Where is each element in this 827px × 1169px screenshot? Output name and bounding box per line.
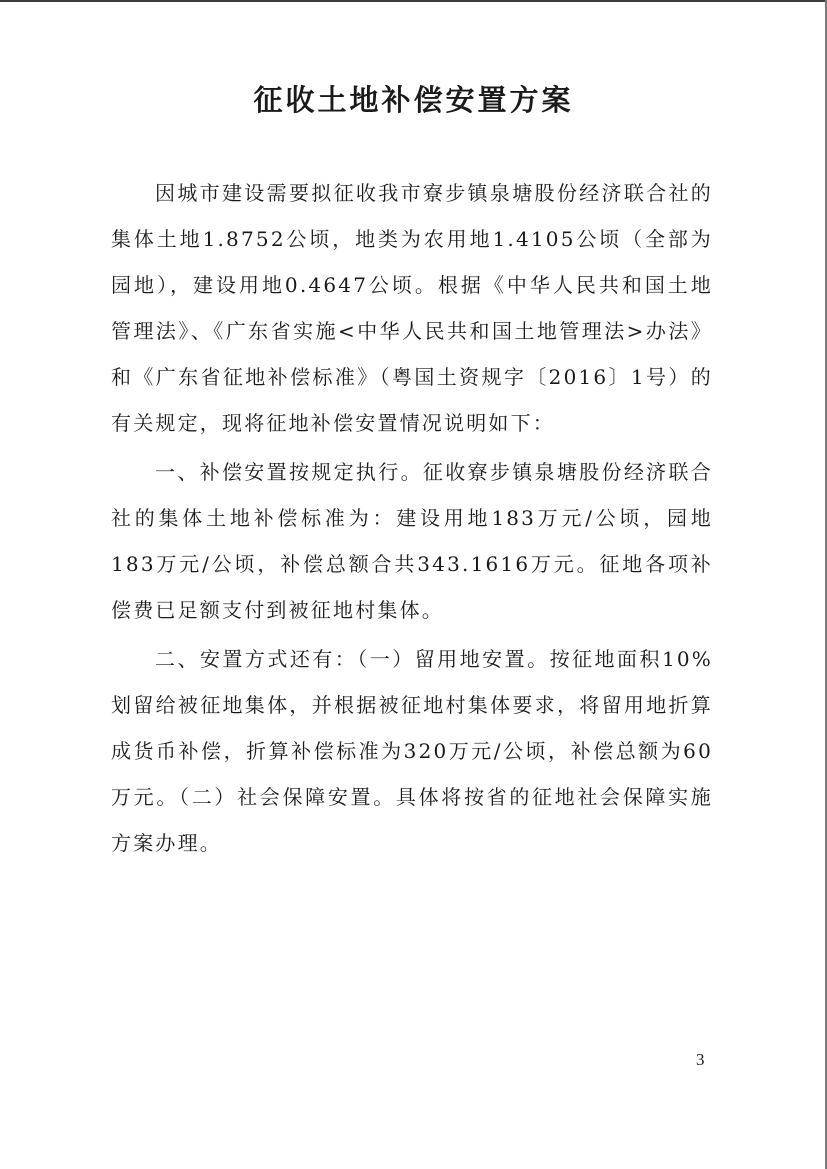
paragraph-compensation: 一、补偿安置按规定执行。征收寮步镇泉塘股份经济联合社的集体土地补偿标准为：建设用地183万元/公顷，园地183万元/公顷，补偿总额合共343.1616万元。征地各项补偿费已足额支付到被征地村集体。 <box>111 460 713 622</box>
document-title: 征收土地补偿安置方案 <box>253 83 574 117</box>
paragraph-resettlement: 二、安置方式还有：（一）留用地安置。按征地面积10%划留给被征地集体，并根据被征地村集体要求，将留用地折算成货币补偿，折算补偿标准为320万元/公顷，补偿总额为60万元。（二）社会保障安置。具体将按省的征地社会保障实施方案办理。 <box>111 647 713 855</box>
page-number: 3 <box>696 1050 705 1069</box>
document-body <box>111 170 713 869</box>
paragraph-intro: 因城市建设需要拟征收我市寮步镇泉塘股份经济联合社的集体土地1.8752公顷，地类为农用地1.4105公顷（全部为园地），建设用地0.4647公顷。根据《中华人民共和国土地管理法》、《广东省实施<中华人民共和国土地管理法>办法》和《广东省征地补偿标准》（粤国土资规字〔2016〕1号）的有关规定，现将征地补偿安置情况说明如下： <box>111 181 713 435</box>
scan-edge-top <box>0 0 827 2</box>
